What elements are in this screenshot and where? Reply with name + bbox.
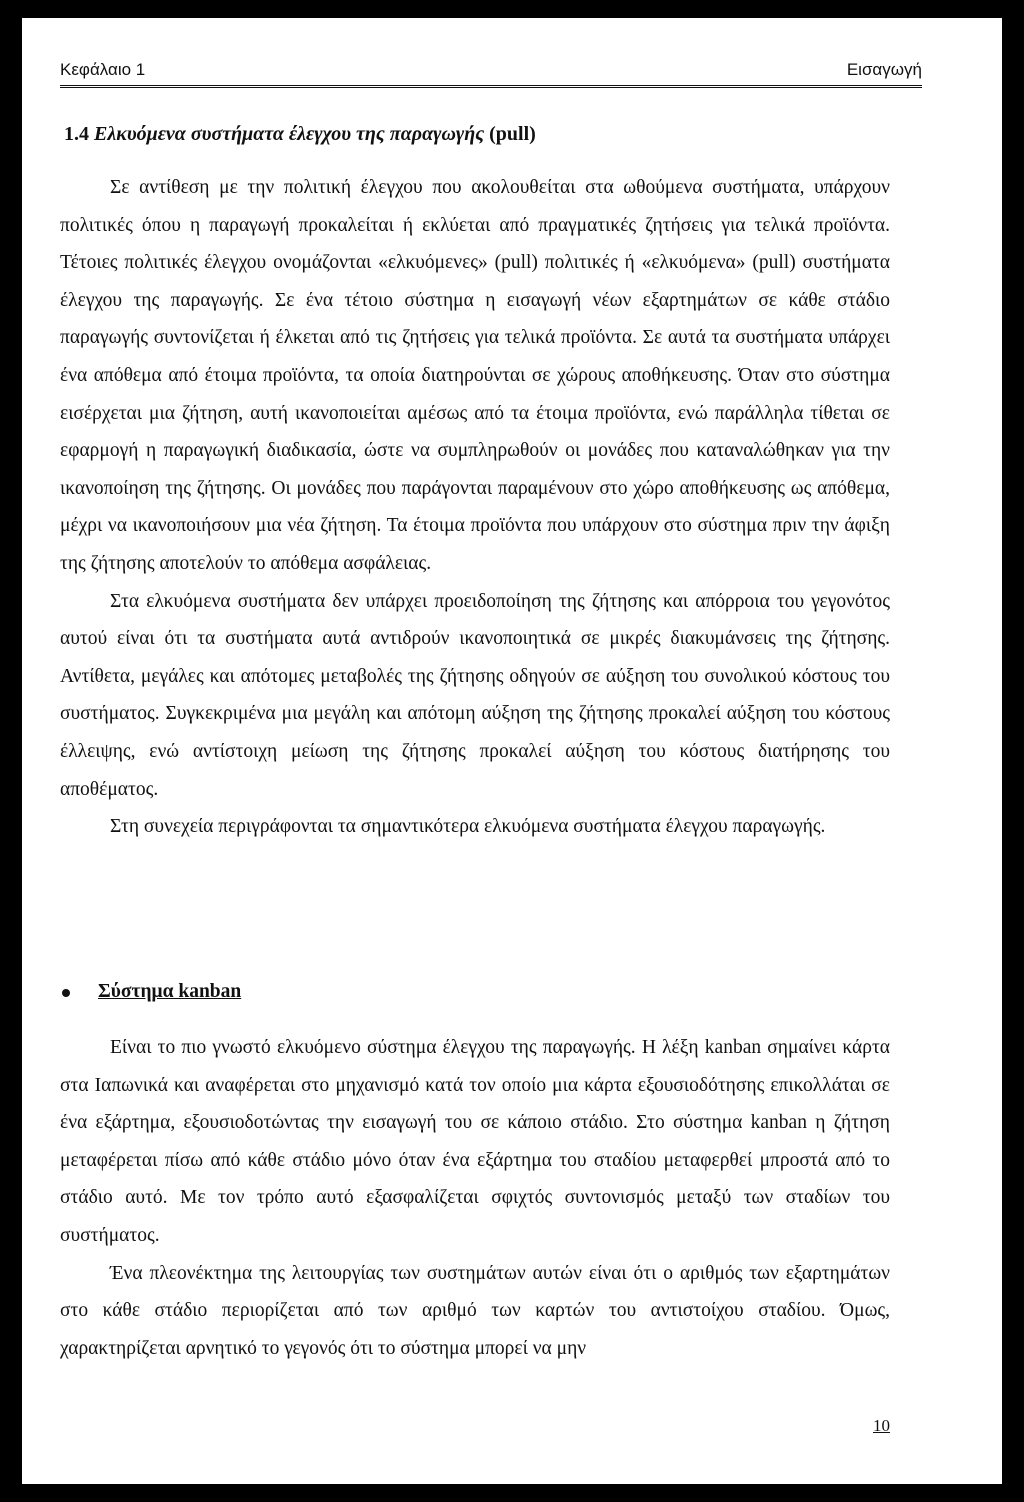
bullet-title: Σύστημα kanban xyxy=(98,981,242,1002)
section-title-main: Ελκυόμενα συστήματα έλεγχου της παραγωγής xyxy=(94,123,485,145)
section-title-suffix: (pull) xyxy=(484,123,536,145)
running-header xyxy=(60,59,922,81)
header-rule xyxy=(60,85,922,88)
intro-body xyxy=(60,169,890,846)
paragraph-3: Στη συνεχεία περιγράφονται τα σημαντικότερα ελκυόμενα συστήματα έλεγχου παραγωγής. xyxy=(110,816,826,838)
paragraph-2: Στα ελκυόμενα συστήματα δεν υπάρχει προειδοποίηση της ζήτησης και απόρροια του γεγονότος αυτού είναι ότι τα συστήματα αυτά αντιδρούν ικανοποιητικά σε μικρές διακυμάνσεις της ζήτησης. Αντίθετα, μεγάλες και απότομες μεταβολές της ζήτησης οδηγούν σε αύξηση του συνολικού κόστους του συστήματος. Συγκεκριμένα μια μεγάλη και απότομη αύξηση της ζήτησης προκαλεί αύξηση του κόστους έλλειψης, ενώ αντίστοιχη μείωση της ζήτησης προκαλεί αύξηση του κόστους διατήρησης του αποθέματος. xyxy=(60,590,890,800)
paragraph-1: Σε αντίθεση με την πολιτική έλεγχου που ακολουθείται στα ωθούμενα συστήματα, υπάρχουν πολιτικές όπου η παραγωγή προκαλείται ή εκλύεται από πραγματικές ζητήσεις για τελικά προϊόντα. Τέτοιες πολιτικές έλεγχου ονομάζονται «ελκυόμενες» (pull) πολιτικές ή «ελκυόμενα» (pull) συστήματα έλεγχου της παραγωγής. Σε ένα τέτοιο σύστημα η εισαγωγή νέων εξαρτημάτων σε κάθε στάδιο παραγωγής συντονίζεται ή έλκεται από τις ζητήσεις για τελικά προϊόντα. Σε αυτά τα συστήματα υπάρχει ένα απόθεμα από έτοιμα προϊόντα, τα οποία διατηρούνται σε χώρους αποθήκευσης. Όταν στο σύστημα εισέρχεται μια ζήτηση, αυτή ικανοποιείται αμέσως από τα έτοιμα προϊόντα, ενώ παράλληλα τίθεται σε εφαρμογή η παραγωγική διαδικασία, ώστε να συμπληρωθούν οι μονάδες που καταναλώθηκαν για την ικανοποίηση της ζήτησης. Οι μονάδες που παράγονται παραμένουν στο χώρο αποθήκευσης ως απόθεμα, μέχρι να ικανοποιήσουν μια νέα ζήτηση. Τα έτοιμα προϊόντα που υπάρχουν στο σύστημα πριν την άφιξη της ζήτησης αποτελούν το απόθεμα ασφάλειας. xyxy=(60,177,890,574)
header-chapter: Κεφάλαιο 1 xyxy=(60,60,146,79)
section-number: 1.4 xyxy=(64,123,89,145)
kanban-paragraph-1: Είναι το πιο γνωστό ελκυόμενο σύστημα έλεγχου της παραγωγής. Η λέξη kanban σημαίνει κάρτα στα Ιαπωνικά και αναφέρεται στο μηχανισμό κατά τον οποίο μια κάρτα εξουσιοδότησης επικολλάται σε ένα εξάρτημα, εξουσιοδοτώντας την εισαγωγή του σε κάποιο στάδιο. Στο σύστημα kanban η ζήτηση μεταφέρεται πίσω από κάθε στάδιο μόνο όταν ένα εξάρτημα του σταδίου μεταφερθεί μπροστά από το στάδιο αυτό. Με τον τρόπο αυτό εξασφαλίζεται σφιχτός συντονισμός μεταξύ των σταδίων του συστήματος. xyxy=(60,1037,890,1246)
section-title xyxy=(64,119,536,149)
document-page xyxy=(22,18,1002,1484)
header-section: Εισαγωγή xyxy=(846,60,922,79)
bullet-icon xyxy=(62,989,70,997)
kanban-body xyxy=(60,1029,890,1367)
page-number: 10 xyxy=(873,1416,890,1435)
kanban-paragraph-2: Ένα πλεονέκτημα της λειτουργίας των συστημάτων αυτών είναι ότι ο αριθμός των εξαρτημάτων στο κάθε στάδιο περιορίζεται από των αριθμό των καρτών του αντιστοίχου σταδίου. Όμως, χαρακτηρίζεται αρνητικό το γεγονός ότι το σύστημα μπορεί να μην xyxy=(60,1262,890,1359)
kanban-bullet xyxy=(60,973,890,1011)
